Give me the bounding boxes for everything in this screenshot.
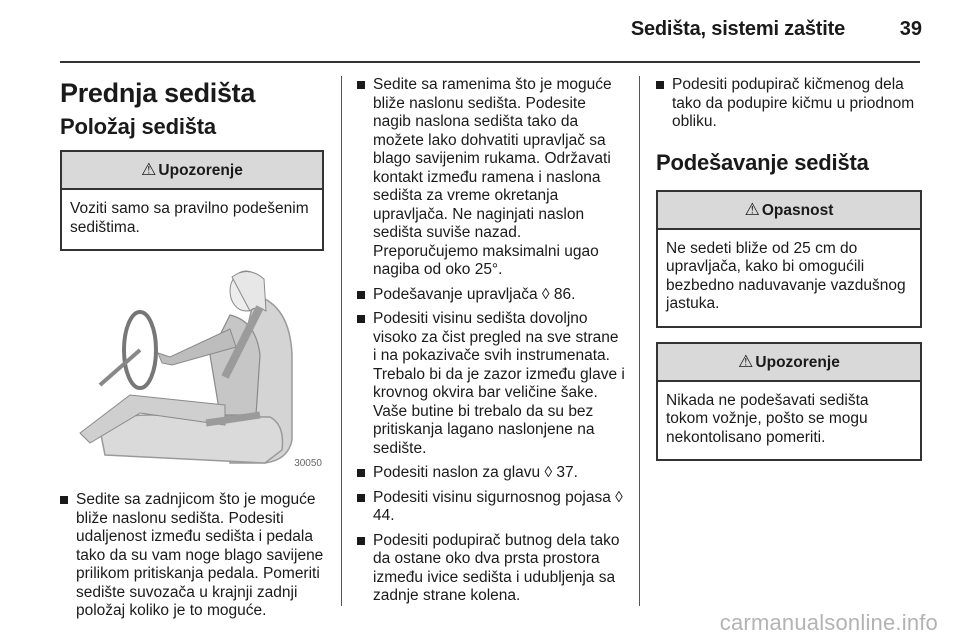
danger-title: Opasnost [761,201,834,219]
warning-box [656,342,922,462]
driver-seat-drawing [60,265,324,475]
bullet-item: Podesiti visinu sigurnosnog pojasa ◊ 44. [357,489,625,526]
warning-header [62,152,322,190]
page-number: 39 [899,18,922,40]
warning-title: Upozorenje [158,162,243,179]
danger-triangle-icon: ⚠ [744,199,760,219]
bullet-item: Sedite sa zadnjicom što je moguće bliže naslonu sedišta. Podesiti udaljenost između sedišta i pedala tako da su vam noge blago savijene prilikom pritiskanja pedala. Pomeriti sedište suvozača u krajnji zadnji položaj koliko je to moguće. [60,491,324,621]
warning-box [60,150,324,251]
seat-position-illustration [60,265,324,475]
warning-triangle-icon: ⚠ [738,351,754,371]
danger-box [656,190,922,328]
column-1 [60,76,324,627]
bullet-item: Podesiti podupirač kičmenog dela tako da podupire kičmu u priodnom obliku. [656,76,922,132]
column-divider-2 [639,76,640,606]
danger-header [658,192,920,230]
danger-body: Ne sedeti bliže od 25 cm do upravljača, kako bi omogućili bezbedno naduvavanje vazdušnog jastuka. [666,239,906,312]
heading-seat-adjustment: Podešavanje sedišta [656,149,869,175]
warning-title: Upozorenje [755,353,840,371]
column-2 [357,76,625,612]
warning-header [658,344,920,382]
warning-body: Nikada ne podešavati sedišta tokom vožnje, pošto se mogu nekontolisano pomeriti. [666,391,869,446]
page-header [0,0,960,56]
bullet-item: Sedite sa ramenima što je moguće bliže naslonu sedišta. Podesite nagib naslona sedišta tako da možete lako dohvatiti upravljač sa blago savijenim rukama. Održavati kontakt između ramena i naslona sedišta za vreme okretanja upravljača. Ne naginjati naslon sedišta suviše nazad. Preporučujemo maksimalni ugao nagiba od oko 25°. [357,76,625,280]
warning-triangle-icon: ⚠ [141,160,157,179]
bullet-item: Podesiti naslon za glavu ◊ 37. [357,464,625,483]
figure-number: 30050 [294,457,322,469]
watermark: carmanualsonline.info [719,610,938,635]
column-divider-1 [341,76,342,606]
heading-front-seats: Prednja sedišta [60,78,256,108]
section-title: Sedišta, sistemi zaštite [630,18,845,40]
column-3 [656,76,922,475]
warning-body: Voziti samo sa pravilno podešenim sedištima. [70,200,309,236]
heading-seat-position: Položaj sedišta [60,114,216,139]
header-divider [60,61,920,63]
bullet-item: Podesiti visinu sedišta dovoljno visoko za čist pregled na sve strane i na pokazivače svih instrumenata. Trebalo bi da je zazor između glave i krovnog okvira bar veličine šake. Vaše butine bi trebalo da su bez pritiskanja lagano naslonjene na sedište. [357,310,625,458]
bullet-item: Podesiti podupirač butnog dela tako da ostane oko dva prsta prostora između ivice sedišta i udubljenja sa zadnje strane kolena. [357,532,625,606]
bullet-item: Podešavanje upravljača ◊ 86. [357,286,625,305]
